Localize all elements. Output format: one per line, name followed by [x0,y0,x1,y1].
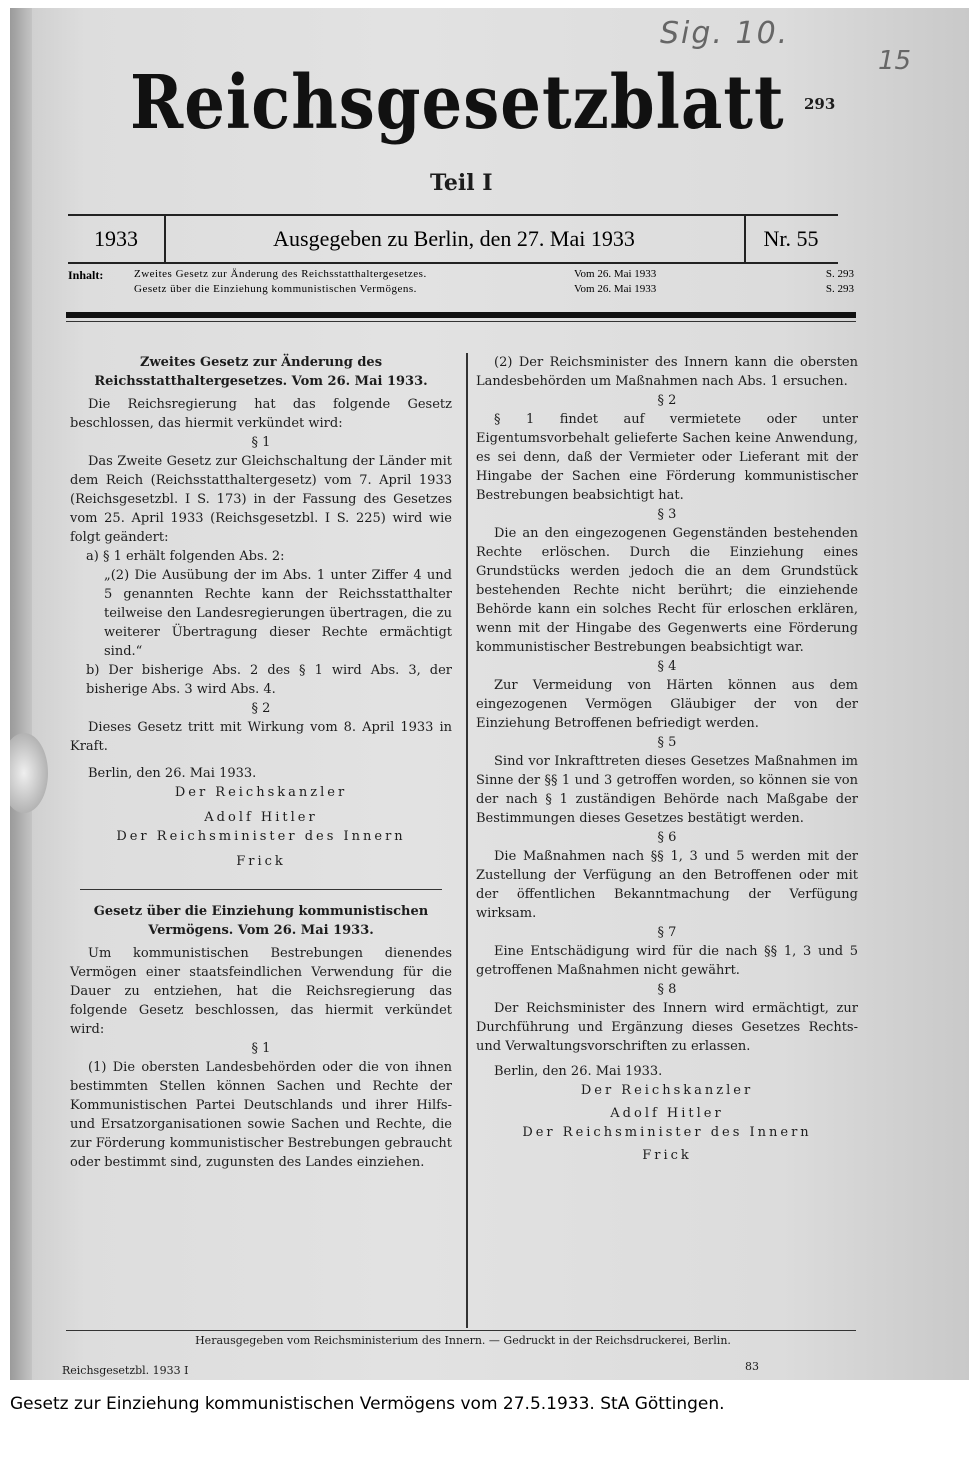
toc-entry [134,268,854,282]
footer-sheet-number: 83 [745,1360,759,1373]
law2-signer2-name: Frick [642,1148,692,1163]
right-column [476,353,858,1165]
toc-entry-title: Gesetz über die Einziehung kommunistischen Vermögens. [134,283,417,295]
law1-signer2-name: Frick [236,854,286,869]
law2-s8-text: Der Reichsminister des Innern wird ermächtigt, zur Durchführung und Ergänzung dieses Gesetzes Rechts- und Verwaltungsvorschriften zu erlassen. [476,1001,858,1054]
issue-number: Nr. 55 [763,226,819,251]
law2-s4-text: Zur Vermeidung von Härten können aus dem eingezogenen Vermögen Gläubiger der von der Einziehung Betroffenen befriedigt werden. [476,678,858,731]
law1-s1-b: b) Der bisherige Abs. 2 des § 1 wird Abs. 3, der bisherige Abs. 3 wird Abs. 4. [86,663,452,697]
law2-signer1-title: Der Reichskanzler [580,1083,754,1098]
law1-s1-text: Das Zweite Gesetz zur Gleichschaltung der Länder mit dem Reich (Reichsstatthaltergesetz) vom 7. April 1933 (Reichsgesetzbl. I S. 173) in der Fassung des Gesetzes vom 25. April 1933 (Reichsgesetzbl. I S. 225) wird wie folgt geändert: [70,454,452,545]
law2-s7-text: Eine Entschädigung wird für die nach §§ 1, 3 und 5 getroffenen Maßnahmen nicht gewährt. [476,944,858,978]
law1-signer1-name: Adolf Hitler [204,810,318,825]
toc-entry-page: S. 293 [825,268,854,280]
toc-entry [134,283,854,297]
footer-printer: Herausgegeben vom Reichsministerium des Innern. — Gedruckt in der Reichsdruckerei, Berlin. [195,1334,731,1347]
issue-place-date: Ausgegeben zu Berlin, den 27. Mai 1933 [164,216,746,262]
section-rule [80,889,442,890]
issue-bar [68,214,838,264]
law1-s2-label: § 2 [251,701,271,716]
law1-s1-a: a) § 1 erhält folgenden Abs. 2: [86,549,285,564]
law1-title: Zweites Gesetz zur Änderung des Reichsstatthaltergesetzes. Vom 26. Mai 1933. [94,355,428,389]
law1-s1-label: § 1 [251,435,271,450]
law2-s3-label: § 3 [657,507,677,522]
toc-entry-date: Vom 26. Mai 1933 [574,283,657,295]
law2-place-date: Berlin, den 26. Mai 1933. [494,1064,663,1079]
law2-s8-label: § 8 [657,982,677,997]
law2-s1-p1: (1) Die obersten Landesbehörden oder die von ihnen bestimmten Stellen können Sachen und Rechte der Kommunistischen Partei Deutschlands und ihrer Hilfs- und Ersatzorganisationen sowie Sachen und Rechte, die zur Förderung kommunistischer Bestrebungen gebraucht oder bestimmt sind, zugunsten des Landes einziehen. [70,1060,452,1170]
law1-signer2-title: Der Reichsminister des Innern [116,829,406,844]
law2-s5-text: Sind vor Inkrafttreten dieses Gesetzes Maßnahmen im Sinne der §§ 1 und 3 getroffen worden, so können sie von der nach § 1 zuständigen Behörde nach Maßgabe der Bestimmungen dieses Gesetzes bestätigt werden. [476,754,858,826]
masthead-part: Teil I [430,170,493,196]
law2-s6-text: Die Maßnahmen nach §§ 1, 3 und 5 werden mit der Zustellung der Verfügung an den Betroffenen oder mit der öffentlichen Bekanntmachung der Verfügung wirksam. [476,849,858,921]
law2-s3-text: Die an den eingezogenen Gegenständen bestehenden Rechte erlöschen. Durch die Einziehung eines Grundstücks werden jedoch die an dem Grundstück bestehenden Rechte nicht berührt; die einziehende Behörde kann ein solches Recht für erloschen erklären, wenn mit der Hingabe des Gegenwerts eine Förderung kommunistischer Bestrebungen beabsichtigt war. [476,526,858,655]
toc-entry-page: S. 293 [825,283,854,295]
left-column [70,353,452,1172]
law1-s2-text: Dieses Gesetz tritt mit Wirkung vom 8. April 1933 in Kraft. [70,720,452,754]
law2-signer2-title: Der Reichsminister des Innern [522,1125,812,1140]
header-rule-thin [66,321,856,322]
law2-title: Gesetz über die Einziehung kommunistischen Vermögens. Vom 26. Mai 1933. [93,904,429,938]
toc-entry-title: Zweites Gesetz zur Änderung des Reichsstatthaltergesetzes. [134,268,427,280]
column-divider [466,353,468,1328]
law2-s5-label: § 5 [657,735,677,750]
scanned-page [10,8,969,1380]
law1-preamble: Die Reichsregierung hat das folgende Gesetz beschlossen, das hiermit verkündet wird: [70,397,452,431]
law1-signer1-title: Der Reichskanzler [174,785,348,800]
header-rule [66,312,856,318]
contents-label: Inhalt: [68,268,104,282]
law2-signer1-name: Adolf Hitler [610,1106,724,1121]
pencil-signature-note: Sig. 10. [660,16,790,51]
law2-preamble: Um kommunistischen Bestrebungen dienendes Vermögen einer staatsfeindlichen Verwendung für die Dauer zu entziehen, hat die Reichsregierung das folgende Gesetz beschlossen, das hiermit verkündet wird: [70,946,452,1037]
law2-s6-label: § 6 [657,830,677,845]
footer-signature: Reichsgesetzbl. 1933 I [62,1364,189,1377]
image-caption: Gesetz zur Einziehung kommunistischen Vermögens vom 27.5.1933. StA Göttingen. [10,1394,725,1414]
pencil-page-number: 15 [878,46,912,76]
page-number: 293 [804,95,836,113]
law2-s2-text: § 1 findet auf vermietete oder unter Eigentumsvorbehalt gelieferte Sachen keine Anwendung, es sei denn, daß der Vermieter oder Lieferant mit der Hingabe der Sachen eine Förderung kommunistischer Bestrebungen beabsichtigt hat. [476,412,858,503]
issue-year: 1933 [68,216,166,262]
toc-entry-date: Vom 26. Mai 1933 [574,268,657,280]
law2-s1-label: § 1 [251,1041,271,1056]
page-edge-shadow [10,8,32,1380]
law2-s4-label: § 4 [657,659,677,674]
law1-place-date: Berlin, den 26. Mai 1933. [88,766,257,781]
law2-s1-p2: (2) Der Reichsminister des Innern kann die obersten Landesbehörden um Maßnahmen nach Abs. 1 ersuchen. [476,355,858,389]
masthead-title: Reichsgesetzblatt [130,60,785,147]
law2-s2-label: § 2 [657,393,677,408]
footer-rule [66,1330,856,1331]
law1-s1-quote: „(2) Die Ausübung der im Abs. 1 unter Ziffer 4 und 5 genannten Rechte kann der Reichsstatthalter teilweise den Landesregierungen übertragen, die zu weiterer Übertragung dieser Rechte ermächtigt sind.“ [104,568,452,659]
law2-s7-label: § 7 [657,925,677,940]
